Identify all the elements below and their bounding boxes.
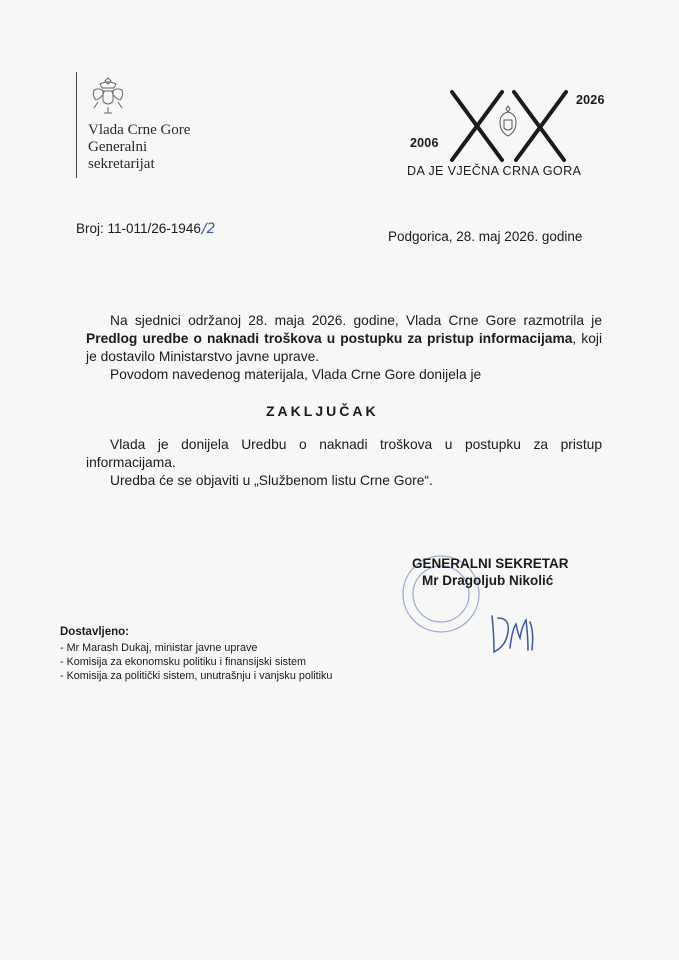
signatory-name: Mr Dragoljub Nikolić xyxy=(422,573,554,588)
paragraph-2: Povodom navedenog materijala, Vlada Crne Gore donijela je xyxy=(110,367,482,382)
conclusion-heading: ZAKLJUČAK xyxy=(266,403,379,419)
reference-handwritten-suffix: /2 xyxy=(201,221,216,237)
emblem-year-end: 2026 xyxy=(576,93,605,107)
place-date: Podgorica, 28. maj 2026. godine xyxy=(388,229,583,244)
reference-number xyxy=(76,221,215,237)
distribution-item: - Komisija za politički sistem, unutrašnju i vanjsku politiku xyxy=(60,670,333,682)
header-divider xyxy=(76,72,77,178)
emblem-year-start: 2006 xyxy=(410,136,439,150)
handwritten-signature xyxy=(486,608,544,664)
paragraph-4: Uredba će se objaviti u „Službenom listu Crne Gore“. xyxy=(110,473,433,488)
distribution-item: - Mr Marash Dukaj, ministar javne uprave xyxy=(60,642,258,654)
org-line-3: sekretarijat xyxy=(88,156,155,172)
distribution-title: Dostavljeno: xyxy=(60,626,130,638)
paragraph-3: Vlada je donijela Uredbu o naknadi troškova u postupku za pristup informacijama. xyxy=(86,437,602,470)
paragraph-1-intro: Na sjednici održanoj 28. maja 2026. godine, Vlada Crne Gore razmotrila je xyxy=(110,313,602,328)
document-body xyxy=(86,312,602,490)
distribution-item: - Komisija za ekonomsku politiku i finansijski sistem xyxy=(60,656,307,668)
paragraph-1-title: Predlog uredbe o naknadi troškova u postupku za pristup informacijama xyxy=(86,331,573,346)
org-line-1: Vlada Crne Gore xyxy=(88,122,191,138)
reference-number-text: Broj: 11-011/26-1946 xyxy=(76,221,201,236)
signatory-title: GENERALNI SEKRETAR xyxy=(412,556,569,571)
montenegro-coat-of-arms-icon xyxy=(86,74,130,118)
distribution-list xyxy=(60,641,332,683)
org-line-2: Generalni xyxy=(88,139,148,155)
organization-name xyxy=(88,122,190,173)
paragraph-1-outro: , koji je dostavilo Ministarstvo javne uprave. xyxy=(86,331,603,364)
emblem-motto: DA JE VJEČNA CRNA GORA xyxy=(407,164,582,178)
paragraph-1 xyxy=(86,312,602,366)
